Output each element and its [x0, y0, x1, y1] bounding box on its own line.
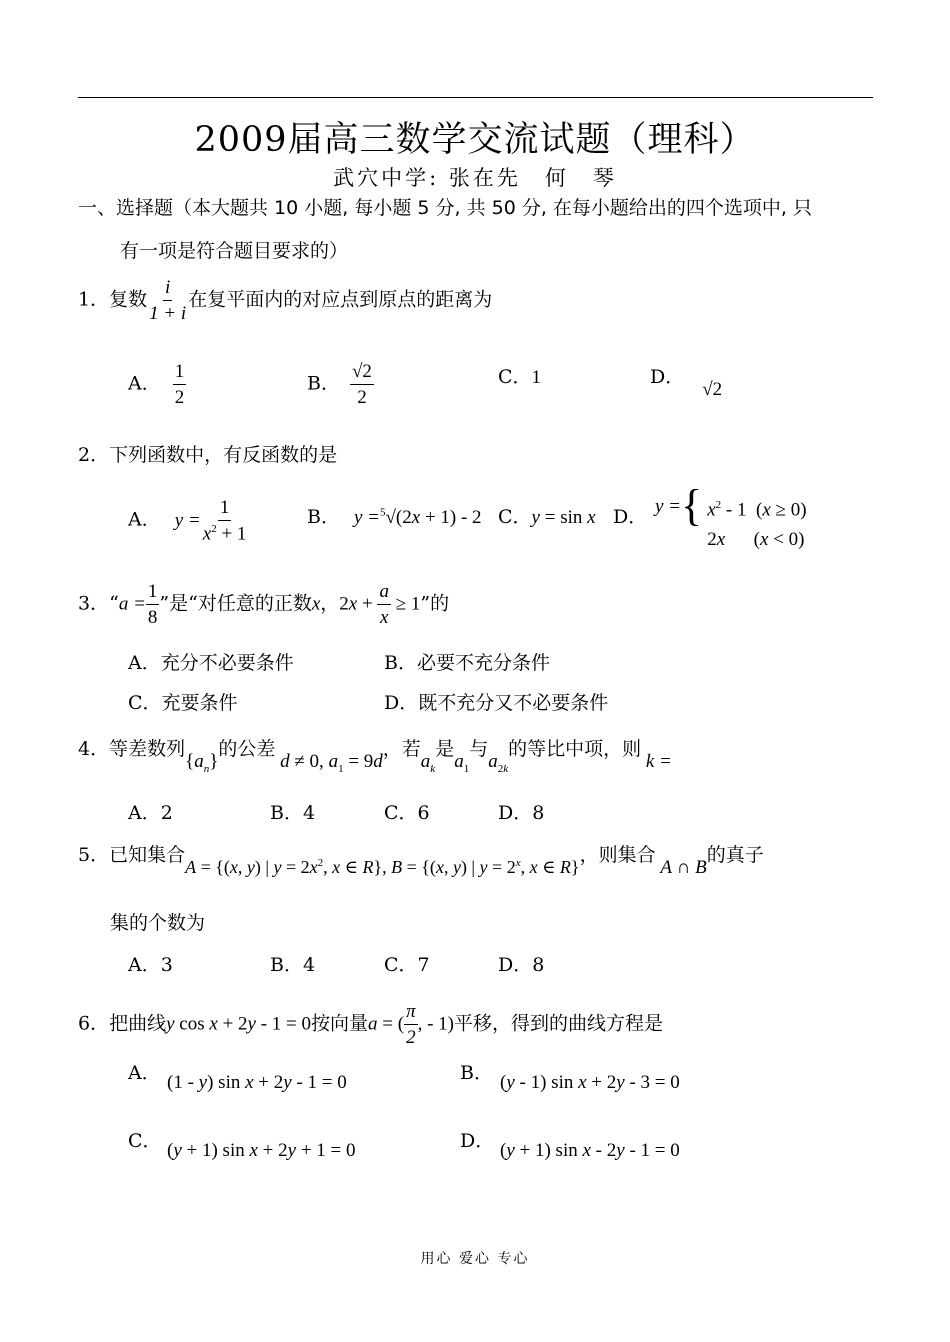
q5-option-a: A．3: [128, 954, 173, 976]
page-footer: 用心 爱心 专心: [420, 1251, 530, 1267]
q6-option-a: A．: [128, 1062, 161, 1084]
question-4: 4．等差数列$\{a_n\}$的公差 d ≠ 0, $a_1 = 9d$，若$a_k$是$a_1$与$a_{2k}$的等比中项，则 k =: [78, 738, 672, 775]
section-heading: 一、选择题（本大题共 10 小题, 每小题 5 分, 共 50 分, 在每小题给出的四个选项中, 只: [78, 197, 812, 219]
q3-option-b: B．必要不充分条件: [384, 652, 550, 674]
q2-option-c: C．y = sin x: [498, 506, 596, 528]
q2-option-d: D．: [613, 506, 648, 528]
q3-option-d: D．既不充分又不必要条件: [384, 692, 609, 714]
q6-option-d-formula: (y + 1) sin x - 2y - 1 = 0: [500, 1140, 680, 1161]
q1-option-b: B． $\frac{√2}{2}$: [307, 361, 372, 408]
author-line: 武穴中学: 张在先 何 琴: [333, 166, 617, 190]
q5-option-c: C．7: [384, 954, 430, 976]
q6-option-c: C．: [128, 1130, 162, 1152]
q1-option-d: D．√2: [650, 366, 723, 400]
question-3: 3．“a = $\frac{1}{8}$ ”是“对任意的正数x，2x + $\frac{a}{x}$ ≥ 1”的: [78, 581, 450, 628]
q2-option-b: B． y =$^5$√(2x + 1) - 2: [307, 506, 482, 528]
q5-option-b: B．4: [270, 954, 316, 976]
question-2: 2．下列函数中，有反函数的是: [78, 444, 338, 466]
q6-option-d: D．: [460, 1130, 495, 1152]
fraction: $\frac{i}{1 + i}$: [149, 277, 187, 324]
q4-option-b: B．4: [270, 802, 316, 824]
q6-option-b: B．: [460, 1062, 493, 1084]
q3-option-c: C．充要条件: [128, 692, 238, 714]
question-5: 5．已知集合A = {(x, y) | $y = 2x^2$, x ∈ R}, B = {(x, y) | $y = 2^x$, x ∈ R}，则集合 A ∩ B的真子: [78, 844, 764, 878]
question-6: 6．把曲线y cos x + 2y - 1 = 0按向量a = ( $\frac{\pi}{2}$ , - 1)平移，得到的曲线方程是: [78, 1001, 664, 1048]
q4-option-d: D．8: [498, 802, 545, 824]
q2-option-a: A． y = $\frac{1}{x^2 + 1}$: [128, 497, 247, 545]
question-1: 1．复数 $\frac{i}{1 + i}$ 在复平面内的对应点到原点的距离为: [78, 277, 493, 324]
q4-option-c: C．6: [384, 802, 430, 824]
question-5-cont: 集的个数为: [110, 912, 206, 934]
page-title: 2009届高三数学交流试题（理科）: [194, 120, 756, 160]
q1-option-c: C．1: [498, 366, 542, 388]
q2-option-d-formula: y ={ $x^2 - 1$ (x ≥ 0) 2x (x < 0): [655, 481, 807, 551]
q5-option-d: D．8: [498, 954, 545, 976]
q3-option-a: A．充分不必要条件: [128, 652, 294, 674]
q1-option-a: A． $\frac{1}{2}$: [128, 361, 185, 408]
q6-option-c-formula: (y + 1) sin x + 2y + 1 = 0: [167, 1140, 356, 1161]
q4-option-a: A．2: [128, 802, 173, 824]
top-rule: [78, 97, 873, 98]
q6-option-a-formula: (1 - y) sin x + 2y - 1 = 0: [167, 1072, 347, 1093]
section-heading-cont: 有一项是符合题目要求的）: [120, 240, 349, 262]
q6-option-b-formula: (y - 1) sin x + 2y - 3 = 0: [500, 1072, 680, 1093]
